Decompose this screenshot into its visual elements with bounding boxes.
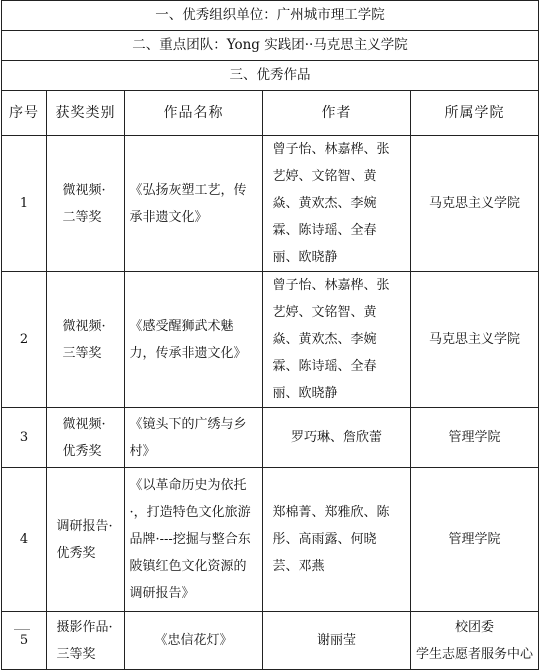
row-award: [47, 136, 125, 272]
row-work: [125, 408, 263, 468]
header-college: 所属学院: [411, 91, 539, 136]
row-no: 4: [2, 468, 47, 612]
row-work-text: 《镜头下的广绣与乡村》: [129, 416, 247, 459]
row-award: [47, 612, 125, 670]
row-college: 马克思主义学院: [411, 272, 539, 408]
row-no: 3: [2, 408, 47, 468]
row-award-text: 调研报告·优秀奖: [56, 518, 113, 561]
table-row: [2, 272, 539, 408]
row-work-text: 《感受醒狮武术魅力，传承非遗文化》: [129, 318, 247, 361]
page-edge-mark: [14, 629, 30, 634]
table-row: [2, 612, 539, 670]
header-no: 序号: [2, 91, 47, 136]
row-authors-text: 曾子怡、林嘉桦、张艺婷、文铭智、黄焱、黄欢杰、李婉霖、陈诗瑶、全春丽、欧晓静: [272, 278, 390, 401]
row-award-text: 微视频·三等奖: [62, 318, 106, 361]
row-award: [47, 468, 125, 612]
row-award-text: 摄影作品·三等奖: [56, 619, 113, 662]
key-team-text: 二、重点团队：Yong 实践团··马克思主义学院: [2, 31, 539, 61]
table-row: [2, 408, 539, 468]
row-work: [125, 272, 263, 408]
row-award: [47, 408, 125, 468]
row-authors-text: 罗巧琳、詹欣蕾: [290, 430, 382, 445]
row-work-text: 《以革命历史为依托·，打造特色文化旅游品牌·---挖掘与整合东陂镇红色文化资源的调研报告》: [129, 478, 251, 601]
row-authors: [263, 272, 411, 408]
works-section-row: [2, 61, 539, 91]
key-team-row: [2, 31, 539, 61]
header-work: 作品名称: [125, 91, 263, 136]
header-award: 获奖类别: [47, 91, 125, 136]
row-authors: [263, 468, 411, 612]
row-college: 马克思主义学院: [411, 136, 539, 272]
row-no: 1: [2, 136, 47, 272]
row-no: 5: [2, 612, 47, 670]
row-award-text: 微视频·二等奖: [62, 182, 106, 225]
org-unit-row: [2, 1, 539, 31]
row-award-text: 微视频·优秀奖: [62, 416, 106, 459]
header-author: 作者: [263, 91, 411, 136]
row-authors: 谢丽莹: [263, 612, 411, 670]
table-header-row: [2, 91, 539, 136]
award-document: [1, 0, 538, 670]
row-college: 管理学院: [411, 408, 539, 468]
row-authors: [263, 136, 411, 272]
row-authors: [263, 408, 411, 468]
award-table: [1, 0, 539, 670]
row-authors-text: 郑棉菁、郑雅欣、陈彤、高雨露、何晓芸、邓燕: [272, 505, 390, 574]
row-award: [47, 272, 125, 408]
row-work-text: 《弘扬灰塑工艺，传承非遗文化》: [129, 182, 247, 225]
row-work: 《忠信花灯》: [125, 612, 263, 670]
row-college-line: 校团委: [455, 619, 495, 635]
row-work: [125, 468, 263, 612]
row-college: [411, 612, 539, 670]
table-row: [2, 468, 539, 612]
row-college-line: 学生志愿者服务中心: [416, 646, 534, 662]
row-authors-text: 曾子怡、林嘉桦、张艺婷、文铭智、黄焱、黄欢杰、李婉霖、陈诗瑶、全春丽、欧晓静: [272, 142, 390, 265]
row-work: [125, 136, 263, 272]
row-no: 2: [2, 272, 47, 408]
works-section-title: 三、优秀作品: [2, 61, 539, 91]
org-unit-text: 一、优秀组织单位：广州城市理工学院: [2, 1, 539, 31]
row-college: 管理学院: [411, 468, 539, 612]
table-row: [2, 136, 539, 272]
